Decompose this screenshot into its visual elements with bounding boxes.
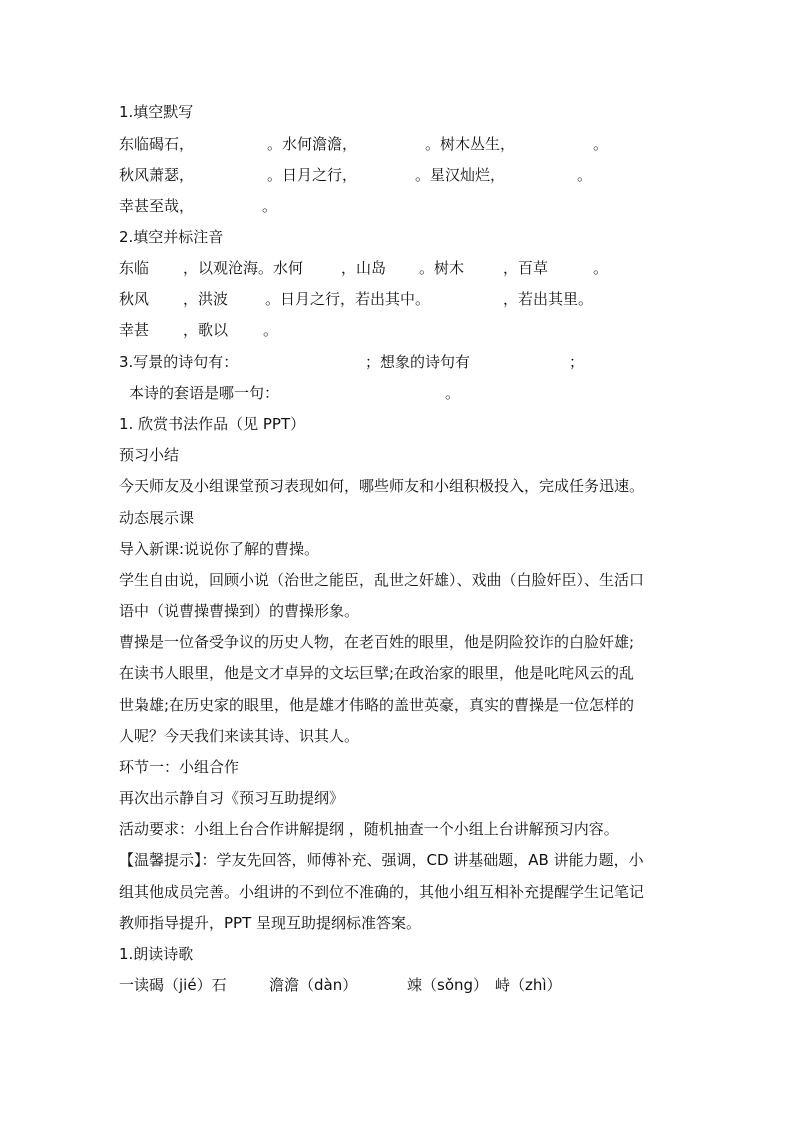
text-segment: 。树木丛生，	[425, 135, 516, 153]
paragraph-line	[119, 695, 634, 715]
line-text: 语中（说曹操曹操到）的曹操形象。	[119, 602, 360, 620]
text-segment: 。	[593, 135, 609, 153]
text-segment: 。水何澹澹，	[267, 135, 358, 153]
text-segment: 3.写景的诗句有：	[119, 353, 239, 371]
text-segment: 。	[577, 166, 593, 184]
text-segment: ；	[569, 353, 585, 371]
text-segment: 幸甚	[119, 321, 150, 339]
paragraph-line	[119, 476, 644, 496]
paragraph-line	[119, 819, 619, 839]
poem-blank-line	[119, 134, 639, 154]
text-segment: 。	[445, 384, 461, 402]
line-text: 活动要求：小组上台合作讲解提纲 ，随机抽查一个小组上台讲解预习内容。	[119, 820, 619, 838]
paragraph-line	[119, 632, 634, 652]
text-segment: 秋风萧瑟，	[119, 166, 195, 184]
section-heading-step-one	[119, 757, 239, 777]
list-item-calligraphy	[119, 414, 305, 434]
text-segment: ，若出其里。	[503, 290, 594, 308]
section-heading-summary	[119, 445, 179, 465]
paragraph-line	[119, 850, 644, 870]
pinyin-line	[119, 975, 639, 995]
paragraph-line	[119, 663, 634, 683]
line-text: 2.填空并标注音	[119, 228, 224, 246]
paragraph-line	[119, 570, 644, 590]
text-segment: ，百草	[503, 259, 549, 277]
text-segment: 。树木	[419, 259, 465, 277]
text-segment: 。	[263, 321, 279, 339]
line-text: 预习小结	[119, 446, 180, 464]
line-text: 组其他成员完善。小组讲的不到位不准确的，其他小组互相补充提醒学生记笔记	[119, 883, 645, 901]
paragraph-line	[119, 882, 644, 902]
line-text: 【温馨提示】：学友先回答，师傅补充、强调，CD 讲基础题，AB 讲能力题，小	[119, 851, 644, 869]
poem-blank-line	[119, 289, 639, 309]
list-item-reading	[119, 944, 193, 964]
line-text: 环节一：小组合作	[119, 758, 240, 776]
text-segment: ，以观沧海。水何	[183, 259, 304, 277]
section-heading-class	[119, 508, 194, 528]
text-segment: ；想象的诗句有	[365, 353, 471, 371]
text-segment: 。星汉灿烂，	[415, 166, 506, 184]
line-text: 今天师友及小组课堂预习表现如何，哪些师友和小组积极投入，完成任务迅速。	[119, 477, 645, 495]
paragraph-line	[119, 539, 319, 559]
text-segment: 。	[262, 197, 278, 215]
line-text: 再次出示静自习《预习互助提纲》	[119, 789, 345, 807]
poem-blank-line	[119, 258, 639, 278]
text-segment: 澹澹（dàn）	[269, 976, 358, 994]
line-text: 教师指导提升，PPT 呈现互助提纲标准答案。	[119, 914, 422, 932]
section-heading-fill-in	[119, 102, 193, 122]
line-text: 人呢？今天我们来读其诗、识其人。	[119, 727, 360, 745]
line-text: 1.朗读诗歌	[119, 945, 194, 963]
poem-blank-line	[119, 320, 639, 340]
paragraph-line	[119, 913, 421, 933]
question-line	[119, 352, 639, 372]
text-segment: 幸甚至哉，	[119, 197, 195, 215]
text-segment: 秋风	[119, 290, 150, 308]
line-text: 学生自由说，回顾小说（治世之能臣，乱世之奸雄）、戏曲（白脸奸臣）、生活口	[119, 571, 645, 589]
paragraph-line	[119, 726, 359, 746]
line-text: 1.填空默写	[119, 103, 194, 121]
paragraph-line	[119, 788, 344, 808]
text-segment: 峙（zhì）	[495, 976, 562, 994]
poem-blank-line	[119, 196, 639, 216]
text-segment: 一读碣（jié）石	[119, 976, 227, 994]
text-segment: ，洪波	[183, 290, 229, 308]
text-segment: 。日月之行，	[267, 166, 358, 184]
text-segment: 本诗的套语是哪一句：	[129, 384, 280, 402]
line-text: 1. 欣赏书法作品（见 PPT）	[119, 415, 306, 433]
text-segment: 。	[593, 259, 609, 277]
line-text: 曹操是一位备受争议的历史人物，在老百姓的眼里，他是阴险狡诈的白脸奸雄;	[119, 633, 635, 651]
text-segment: ，山岛	[341, 259, 387, 277]
paragraph-line	[119, 601, 359, 621]
line-text: 在读书人眼里，他是文才卓异的文坛巨擘;在政治家的眼里，他是叱咤风云的乱	[119, 664, 635, 682]
line-text: 世枭雄;在历史家的眼里，他是雄才伟略的盖世英豪，真实的曹操是一位怎样的	[119, 696, 635, 714]
question-line	[119, 383, 639, 403]
text-segment: 东临	[119, 259, 150, 277]
text-segment: 竦（sǒng）	[407, 976, 489, 994]
line-text: 动态展示课	[119, 509, 195, 527]
text-segment: ，歌以	[183, 321, 229, 339]
section-heading-pinyin	[119, 227, 223, 247]
line-text: 导入新课:说说你了解的曹操。	[119, 540, 320, 558]
text-segment: 东临碣石，	[119, 135, 195, 153]
poem-blank-line	[119, 165, 639, 185]
text-segment: 。日月之行，若出其中。	[265, 290, 431, 308]
